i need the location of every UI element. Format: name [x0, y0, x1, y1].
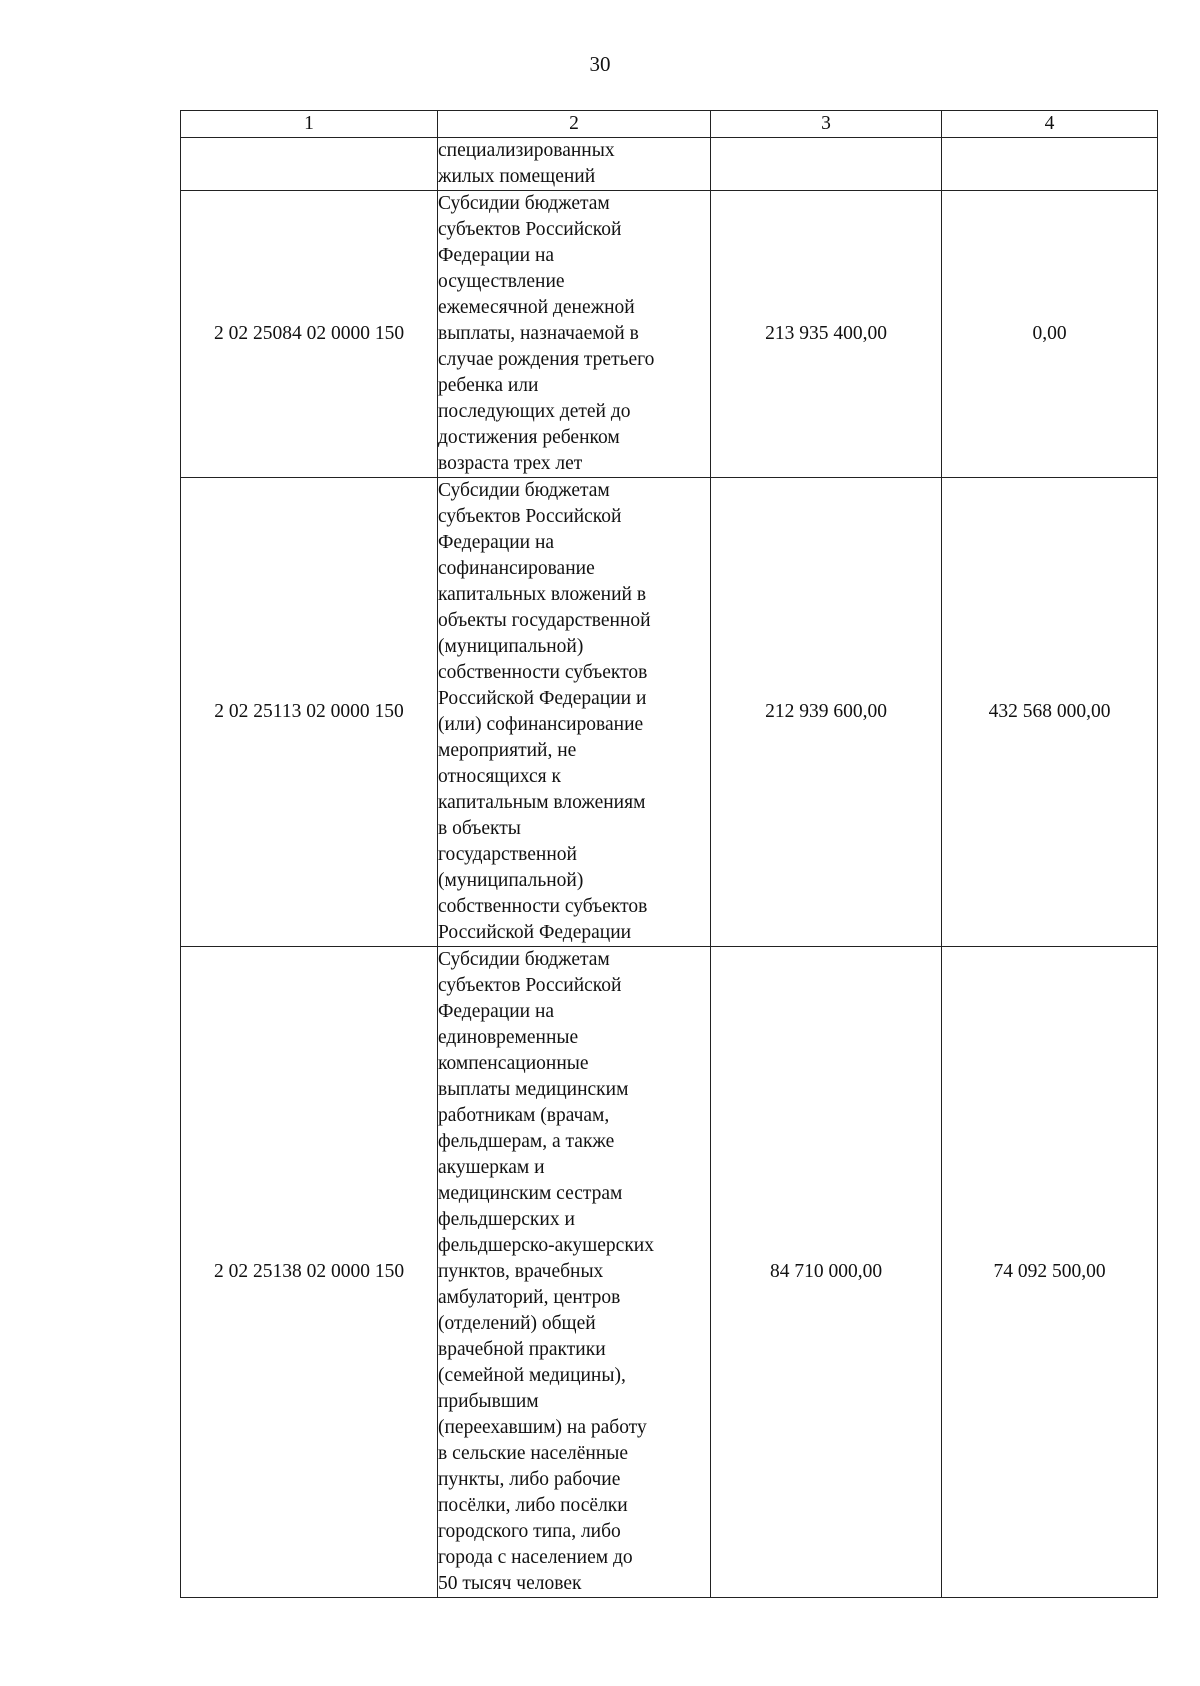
- description-line: жилых помещений: [438, 166, 596, 187]
- description-line: осуществление: [438, 271, 565, 292]
- budget-table: [180, 110, 1158, 1598]
- description-line: работникам (врачам,: [438, 1105, 610, 1126]
- description-line: фельдшерско-акушерских: [438, 1235, 654, 1256]
- column-header-2: 2: [438, 111, 711, 138]
- description-cell: [438, 478, 711, 947]
- description-line: (или) софинансирование: [438, 714, 644, 735]
- description-line: ребенка или: [438, 375, 539, 396]
- description-line: врачебной практики: [438, 1339, 606, 1360]
- description-line: в объекты: [438, 818, 521, 839]
- table-row: [181, 191, 1158, 478]
- description-line: города с населением до: [438, 1547, 633, 1568]
- description-line: амбулаторий, центров: [438, 1287, 621, 1308]
- description-line: субъектов Российской: [438, 219, 622, 240]
- amount-column-3-cell: 213 935 400,00: [711, 191, 942, 478]
- description-line: Субсидии бюджетам: [438, 193, 610, 214]
- description-line: пункты, либо рабочие: [438, 1469, 621, 1490]
- description-cell: [438, 138, 711, 191]
- description-line: прибывшим: [438, 1391, 539, 1412]
- description-line: (отделений) общей: [438, 1313, 596, 1334]
- amount-column-3-cell: [711, 138, 942, 191]
- amount-column-4-cell: 432 568 000,00: [942, 478, 1158, 947]
- description-line: Субсидии бюджетам: [438, 480, 610, 501]
- description-line: выплаты медицинским: [438, 1079, 629, 1100]
- description-line: (переехавшим) на работу: [438, 1417, 647, 1438]
- income-code-cell: [181, 138, 438, 191]
- description-line: (семейной медицины),: [438, 1365, 626, 1386]
- description-line: Российской Федерации и: [438, 688, 647, 709]
- description-line: Федерации на: [438, 532, 555, 553]
- description-line: 50 тысяч человек: [438, 1573, 582, 1594]
- description-line: фельдшерских и: [438, 1209, 575, 1230]
- amount-column-3-cell: 212 939 600,00: [711, 478, 942, 947]
- description-line: ежемесячной денежной: [438, 297, 635, 318]
- description-line: (муниципальной): [438, 870, 584, 891]
- description-line: субъектов Российской: [438, 506, 622, 527]
- description-line: Российской Федерации: [438, 922, 632, 943]
- income-code-cell: 2 02 25113 02 0000 150: [181, 478, 438, 947]
- amount-column-3-cell: 84 710 000,00: [711, 947, 942, 1598]
- income-code-cell: 2 02 25084 02 0000 150: [181, 191, 438, 478]
- description-line: (муниципальной): [438, 636, 584, 657]
- description-line: медицинским сестрам: [438, 1183, 623, 1204]
- description-line: объекты государственной: [438, 610, 651, 631]
- page-number: 30: [589, 52, 611, 76]
- column-header-1: 1: [181, 111, 438, 138]
- description-line: Субсидии бюджетам: [438, 949, 610, 970]
- description-line: Федерации на: [438, 245, 555, 266]
- description-line: капитальных вложений в: [438, 584, 647, 605]
- description-line: капитальным вложениям: [438, 792, 646, 813]
- description-line: субъектов Российской: [438, 975, 622, 996]
- column-header-3: 3: [711, 111, 942, 138]
- amount-column-4-cell: [942, 138, 1158, 191]
- description-line: единовременные: [438, 1027, 579, 1048]
- description-line: выплаты, назначаемой в: [438, 323, 639, 344]
- description-line: относящихся к: [438, 766, 561, 787]
- description-line: в сельские населённые: [438, 1443, 629, 1464]
- table-row: [181, 478, 1158, 947]
- description-line: фельдшерам, а также: [438, 1131, 615, 1152]
- description-cell: [438, 947, 711, 1598]
- amount-column-4-cell: 74 092 500,00: [942, 947, 1158, 1598]
- description-line: компенсационные: [438, 1053, 589, 1074]
- column-header-4: 4: [942, 111, 1158, 138]
- description-line: Федерации на: [438, 1001, 555, 1022]
- table-body: [181, 138, 1158, 1598]
- description-line: последующих детей до: [438, 401, 631, 422]
- description-line: посёлки, либо посёлки: [438, 1495, 628, 1516]
- description-line: городского типа, либо: [438, 1521, 621, 1542]
- description-cell: [438, 191, 711, 478]
- header-row: [181, 111, 1158, 138]
- description-line: мероприятий, не: [438, 740, 577, 761]
- description-line: достижения ребенком: [438, 427, 620, 448]
- description-line: собственности субъектов: [438, 896, 648, 917]
- description-line: собственности субъектов: [438, 662, 648, 683]
- table-row: [181, 947, 1158, 1598]
- description-line: возраста трех лет: [438, 453, 583, 474]
- description-line: специализированных: [438, 140, 615, 161]
- description-line: случае рождения третьего: [438, 349, 655, 370]
- amount-column-4-cell: 0,00: [942, 191, 1158, 478]
- description-line: софинансирование: [438, 558, 595, 579]
- description-line: государственной: [438, 844, 577, 865]
- table-row: [181, 138, 1158, 191]
- income-code-cell: 2 02 25138 02 0000 150: [181, 947, 438, 1598]
- description-line: акушеркам и: [438, 1157, 545, 1178]
- description-line: пунктов, врачебных: [438, 1261, 604, 1282]
